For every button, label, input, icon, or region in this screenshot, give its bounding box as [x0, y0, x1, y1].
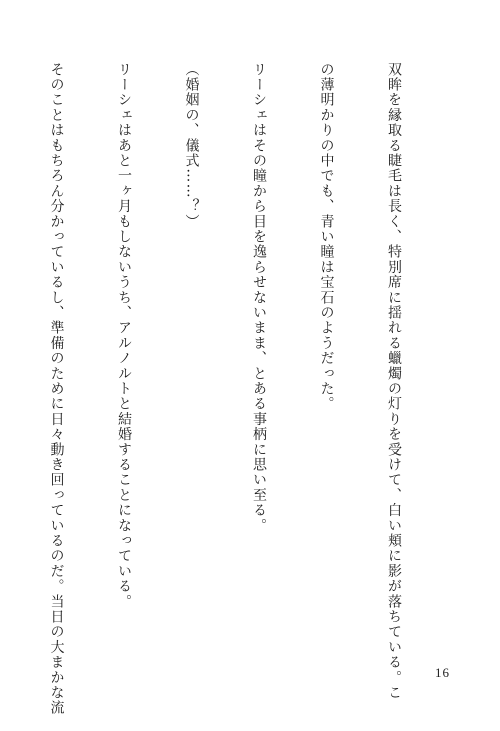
- text-line: 双眸を縁取る睫毛は長く、特別席に揺れる蠟燭の灯りを受けて、白い頬に影が落ちている。こ: [386, 62, 402, 701]
- text-line: リーシェはその瞳から目を逸らせないまま、とある事柄に思い至る。: [251, 62, 267, 534]
- text-line: そのことはもちろん分かっているし、準備のために日々動き回っているのだ。当日の大まかな流: [48, 62, 65, 716]
- page-number: 16: [435, 665, 450, 680]
- text-line: （婚姻の、儀式……？）: [183, 62, 200, 230]
- text-line: リーシェはあと一ヶ月もしないうち、アルノルトと結婚することになっている。: [116, 62, 132, 610]
- text-line: の薄明かりの中でも、青い瞳は宝石のようだった。: [318, 62, 335, 412]
